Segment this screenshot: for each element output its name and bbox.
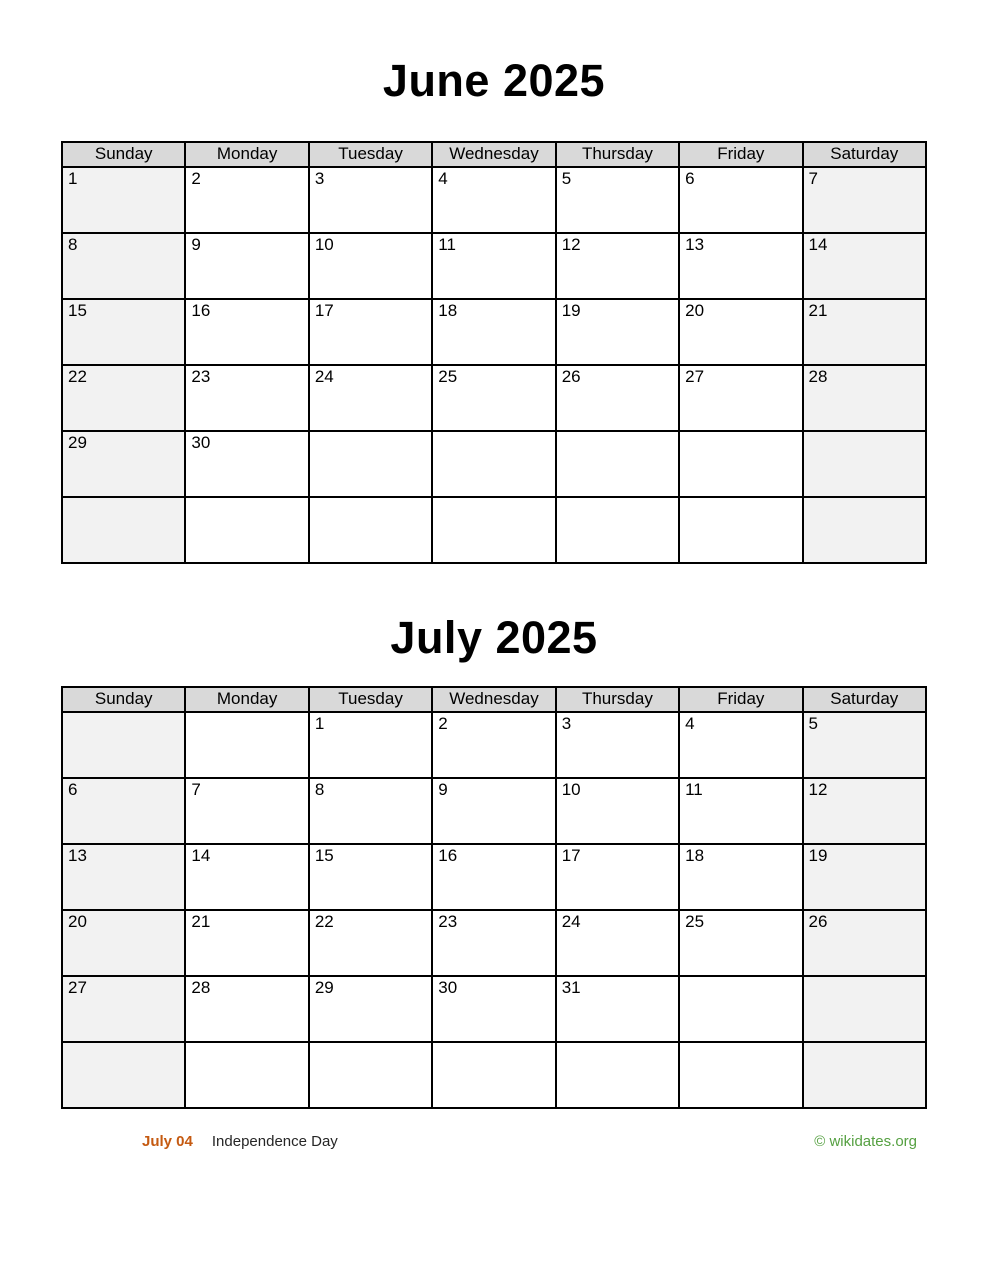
day-cell-july-2025-23: 23	[432, 910, 555, 976]
day-cell-july-2025-6: 6	[62, 778, 185, 844]
day-cell-empty	[679, 497, 802, 563]
day-cell-empty	[185, 712, 308, 778]
weekday-header-monday: Monday	[185, 687, 308, 712]
calendar-week-row	[62, 365, 926, 431]
day-cell-empty	[803, 976, 926, 1042]
weekday-header-row	[62, 142, 926, 167]
month-title-july: July 2025	[390, 612, 598, 663]
month-section-june	[61, 55, 927, 564]
day-cell-june-2025-8: 8	[62, 233, 185, 299]
calendar-week-row	[62, 778, 926, 844]
day-cell-july-2025-8: 8	[309, 778, 432, 844]
day-cell-june-2025-14: 14	[803, 233, 926, 299]
day-cell-june-2025-6: 6	[679, 167, 802, 233]
day-cell-july-2025-26: 26	[803, 910, 926, 976]
calendar-week-row	[62, 299, 926, 365]
day-cell-june-2025-25: 25	[432, 365, 555, 431]
day-cell-empty	[432, 431, 555, 497]
day-cell-july-2025-19: 19	[803, 844, 926, 910]
day-cell-june-2025-2: 2	[185, 167, 308, 233]
day-cell-june-2025-11: 11	[432, 233, 555, 299]
day-cell-july-2025-21: 21	[185, 910, 308, 976]
day-cell-july-2025-29: 29	[309, 976, 432, 1042]
calendar-week-row	[62, 431, 926, 497]
day-cell-empty	[185, 497, 308, 563]
day-cell-july-2025-2: 2	[432, 712, 555, 778]
day-cell-july-2025-24: 24	[556, 910, 679, 976]
day-cell-july-2025-15: 15	[309, 844, 432, 910]
day-cell-july-2025-11: 11	[679, 778, 802, 844]
day-cell-july-2025-20: 20	[62, 910, 185, 976]
calendar-week-row	[62, 976, 926, 1042]
day-cell-june-2025-9: 9	[185, 233, 308, 299]
day-cell-june-2025-29: 29	[62, 431, 185, 497]
day-cell-empty	[803, 497, 926, 563]
day-cell-june-2025-22: 22	[62, 365, 185, 431]
calendar-week-row	[62, 910, 926, 976]
day-cell-empty	[309, 1042, 432, 1108]
holiday-date-label: July 04	[142, 1133, 193, 1150]
day-cell-empty	[556, 431, 679, 497]
day-cell-empty	[556, 1042, 679, 1108]
holiday-note	[142, 1133, 338, 1150]
day-cell-june-2025-24: 24	[309, 365, 432, 431]
weekday-header-sunday: Sunday	[62, 687, 185, 712]
day-cell-july-2025-30: 30	[432, 976, 555, 1042]
day-cell-june-2025-12: 12	[556, 233, 679, 299]
day-cell-june-2025-17: 17	[309, 299, 432, 365]
calendar-week-row	[62, 167, 926, 233]
day-cell-june-2025-26: 26	[556, 365, 679, 431]
day-cell-july-2025-14: 14	[185, 844, 308, 910]
day-cell-june-2025-19: 19	[556, 299, 679, 365]
calendar-table-june	[61, 141, 927, 564]
calendar-week-row	[62, 233, 926, 299]
day-cell-empty	[62, 1042, 185, 1108]
day-cell-empty	[432, 1042, 555, 1108]
day-cell-july-2025-1: 1	[309, 712, 432, 778]
day-cell-june-2025-30: 30	[185, 431, 308, 497]
day-cell-july-2025-31: 31	[556, 976, 679, 1042]
day-cell-july-2025-27: 27	[62, 976, 185, 1042]
day-cell-empty	[679, 1042, 802, 1108]
day-cell-july-2025-18: 18	[679, 844, 802, 910]
day-cell-june-2025-21: 21	[803, 299, 926, 365]
day-cell-july-2025-13: 13	[62, 844, 185, 910]
day-cell-empty	[679, 431, 802, 497]
day-cell-july-2025-10: 10	[556, 778, 679, 844]
weekday-header-row	[62, 687, 926, 712]
footer	[61, 1133, 927, 1150]
weekday-header-thursday: Thursday	[556, 687, 679, 712]
day-cell-june-2025-5: 5	[556, 167, 679, 233]
day-cell-june-2025-1: 1	[62, 167, 185, 233]
weekday-header-sunday: Sunday	[62, 142, 185, 167]
day-cell-july-2025-22: 22	[309, 910, 432, 976]
day-cell-june-2025-20: 20	[679, 299, 802, 365]
day-cell-july-2025-25: 25	[679, 910, 802, 976]
day-cell-july-2025-7: 7	[185, 778, 308, 844]
weekday-header-tuesday: Tuesday	[309, 142, 432, 167]
day-cell-empty	[556, 497, 679, 563]
weekday-header-friday: Friday	[679, 142, 802, 167]
weekday-header-thursday: Thursday	[556, 142, 679, 167]
weekday-header-wednesday: Wednesday	[432, 687, 555, 712]
day-cell-june-2025-16: 16	[185, 299, 308, 365]
day-cell-july-2025-9: 9	[432, 778, 555, 844]
day-cell-june-2025-23: 23	[185, 365, 308, 431]
day-cell-june-2025-27: 27	[679, 365, 802, 431]
day-cell-june-2025-10: 10	[309, 233, 432, 299]
day-cell-june-2025-13: 13	[679, 233, 802, 299]
calendar-content	[61, 55, 927, 1150]
day-cell-empty	[62, 497, 185, 563]
day-cell-july-2025-5: 5	[803, 712, 926, 778]
day-cell-june-2025-18: 18	[432, 299, 555, 365]
day-cell-july-2025-3: 3	[556, 712, 679, 778]
day-cell-empty	[432, 497, 555, 563]
month-section-july	[61, 612, 927, 1109]
day-cell-empty	[309, 431, 432, 497]
day-cell-july-2025-4: 4	[679, 712, 802, 778]
day-cell-empty	[309, 497, 432, 563]
calendar-week-row	[62, 712, 926, 778]
weekday-header-friday: Friday	[679, 687, 802, 712]
day-cell-empty	[185, 1042, 308, 1108]
day-cell-june-2025-15: 15	[62, 299, 185, 365]
day-cell-empty	[803, 1042, 926, 1108]
day-cell-empty	[679, 976, 802, 1042]
copyright-credit: © wikidates.org	[814, 1133, 917, 1150]
month-title-june: June 2025	[382, 55, 606, 106]
weekday-header-wednesday: Wednesday	[432, 142, 555, 167]
holiday-name-label: Independence Day	[211, 1133, 338, 1150]
day-cell-june-2025-28: 28	[803, 365, 926, 431]
day-cell-july-2025-28: 28	[185, 976, 308, 1042]
calendar-table-july	[61, 686, 927, 1109]
day-cell-empty	[62, 712, 185, 778]
weekday-header-saturday: Saturday	[803, 687, 926, 712]
day-cell-june-2025-7: 7	[803, 167, 926, 233]
calendar-week-row	[62, 844, 926, 910]
day-cell-july-2025-16: 16	[432, 844, 555, 910]
day-cell-june-2025-3: 3	[309, 167, 432, 233]
weekday-header-monday: Monday	[185, 142, 308, 167]
day-cell-july-2025-12: 12	[803, 778, 926, 844]
day-cell-june-2025-4: 4	[432, 167, 555, 233]
weekday-header-saturday: Saturday	[803, 142, 926, 167]
day-cell-empty	[803, 431, 926, 497]
calendar-week-row	[62, 497, 926, 563]
weekday-header-tuesday: Tuesday	[309, 687, 432, 712]
calendar-week-row	[62, 1042, 926, 1108]
day-cell-july-2025-17: 17	[556, 844, 679, 910]
